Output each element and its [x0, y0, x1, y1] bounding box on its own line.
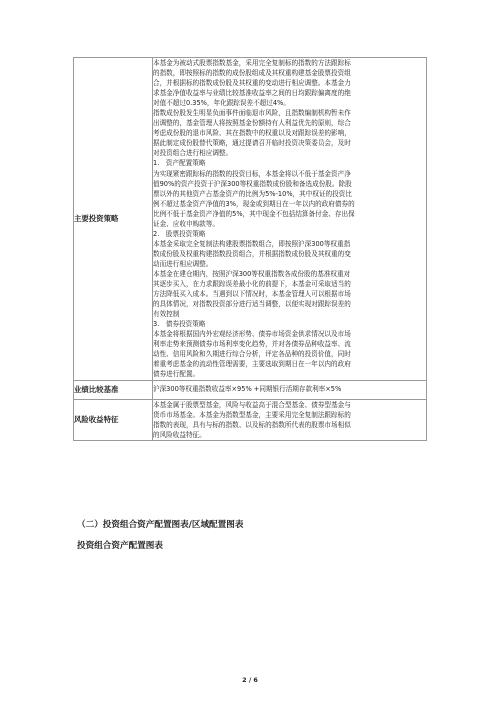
fund-info-table — [73, 57, 427, 441]
strategy-text-line: 考虑成份股的退市风险、其在指数中的权重以及对跟踪误差的影响， — [153, 129, 351, 138]
strategy-text-line: 债券进行配置。 — [153, 370, 200, 379]
strategy-text-line: 的指数，即按照标的指数的成份股组成及其权重构建基金股票投资组 — [153, 69, 351, 78]
strategy-text-line: 3. 债券投资策略 — [153, 320, 206, 329]
risk-label: 风险收益特征 — [74, 399, 153, 440]
strategy-text-line: 方法降低买入成本。当遇到以下情况时，本基金管理人可以根据市场 — [153, 290, 351, 299]
strategy-text-line: 出调整的，基金管理人将按照基金份额持有人利益优先的原则，综合 — [153, 119, 351, 128]
section-heading: （二）投资组合资产配置图表/区域配置图表 — [77, 520, 244, 530]
risk-content — [153, 399, 427, 440]
strategy-content — [153, 58, 427, 381]
strategy-text-line: 据此制定成份股替代策略，通过提请召开临时投资决策委员会，及时 — [153, 139, 351, 148]
strategy-text-line: 对投资组合进行相应调整。 — [153, 149, 233, 158]
strategy-text-line: 2. 股票投资策略 — [153, 229, 206, 238]
strategy-text-line: 合，并根据标的指数成份股及其权重的变动进行相应调整。本基金力 — [153, 79, 351, 88]
strategy-text-line: 票以外的其他资产占基金资产的比例为5%-10%，其中权证的投资比 — [153, 189, 352, 198]
page-number: 2 / 6 — [242, 676, 258, 684]
strategy-text-line: 的具体情况，对指数投资部分进行适当调整，以便实现对跟踪误差的 — [153, 300, 351, 309]
benchmark-content — [153, 380, 427, 399]
benchmark-row — [74, 380, 427, 399]
strategy-text-line: 其逐步买入，在力求跟踪误差最小化的前提下，本基金可采取适当的 — [153, 280, 351, 289]
benchmark-value: 沪深300等权重指数收益率×95% +同期银行活期存款利率×5% — [153, 385, 342, 394]
strategy-text-line: 有效控制 — [153, 310, 180, 319]
strategy-text-line: 1. 资产配置策略 — [153, 159, 206, 168]
strategy-text-line: 证金、应收申购款等。 — [153, 219, 219, 228]
strategy-row — [74, 58, 427, 381]
strategy-text-line: 例不超过基金资产净值的3%，现金或到期日在一年以内的政府债券的 — [153, 199, 355, 208]
strategy-text-line: 本基金为被动式股票指数基金，采用完全复制标的指数的方法跟踪标 — [153, 59, 351, 67]
strategy-text-line: 动性、信用风险和久期进行综合分析，评定各品种的投资价值，同时 — [153, 350, 351, 359]
strategy-text-line: 值90%的资产投资于沪深300等权重指数成份股和备选成份股。除股 — [153, 179, 352, 188]
strategy-text-line: 利率走势来预测债券市场利率变化趋势，并对各债券品种收益率、流 — [153, 340, 351, 349]
risk-text-line: 本基金属于股票型基金，风险与收益高于混合型基金、债券型基金与 — [153, 400, 351, 409]
strategy-text-line: 动而进行相应调整。 — [153, 259, 213, 268]
risk-text-line: 货币市场基金。本基金为指数型基金，主要采用完全复制法跟踪标的 — [153, 410, 351, 419]
strategy-label: 主要投资策略 — [74, 58, 153, 381]
strategy-text-line: 着重考虑基金的流动性管理需要，主要选取到期日在一年以内的政府 — [153, 360, 351, 369]
strategy-text-line: 数成份股及权重构建指数投资组合，并根据指数成份股及其权重的变 — [153, 249, 351, 258]
risk-text-line: 的风险收益特征。 — [153, 430, 206, 439]
strategy-text-line: 本基金采取完全复制法构建股票指数组合，即按照沪深300等权重指 — [153, 239, 351, 248]
strategy-text-line: 指数成份股发生明显负面事件面临退市风险，且指数编制机构暂未作 — [153, 109, 351, 118]
strategy-text-line: 对值不超过0.35%，年化跟踪误差不超过4%。 — [153, 99, 290, 108]
risk-text-line: 指数的表现，具有与标的指数、以及标的指数所代表的股票市场相似 — [153, 420, 351, 429]
benchmark-label: 业绩比较基准 — [74, 380, 153, 399]
strategy-text-line: 本基金将根据国内外宏观经济形势、债券市场资金供求情况以及市场 — [153, 330, 351, 339]
strategy-text-line: 求基金净值收益率与业绩比较基准收益率之间的日均跟踪偏离度的绝 — [153, 89, 351, 98]
sub-heading: 投资组合资产配置图表 — [77, 541, 163, 551]
risk-row — [74, 399, 427, 440]
strategy-text-line: 本基金在建仓期内，按照沪深300等权重指数各成份股的基准权重对 — [153, 269, 351, 278]
strategy-text-line: 比例不低于基金资产净值的5%，其中现金不包括结算备付金、存出保 — [153, 209, 355, 218]
strategy-text-line: 为实现紧密跟踪标的指数的投资目标，本基金将以不低于基金资产净 — [153, 169, 351, 178]
